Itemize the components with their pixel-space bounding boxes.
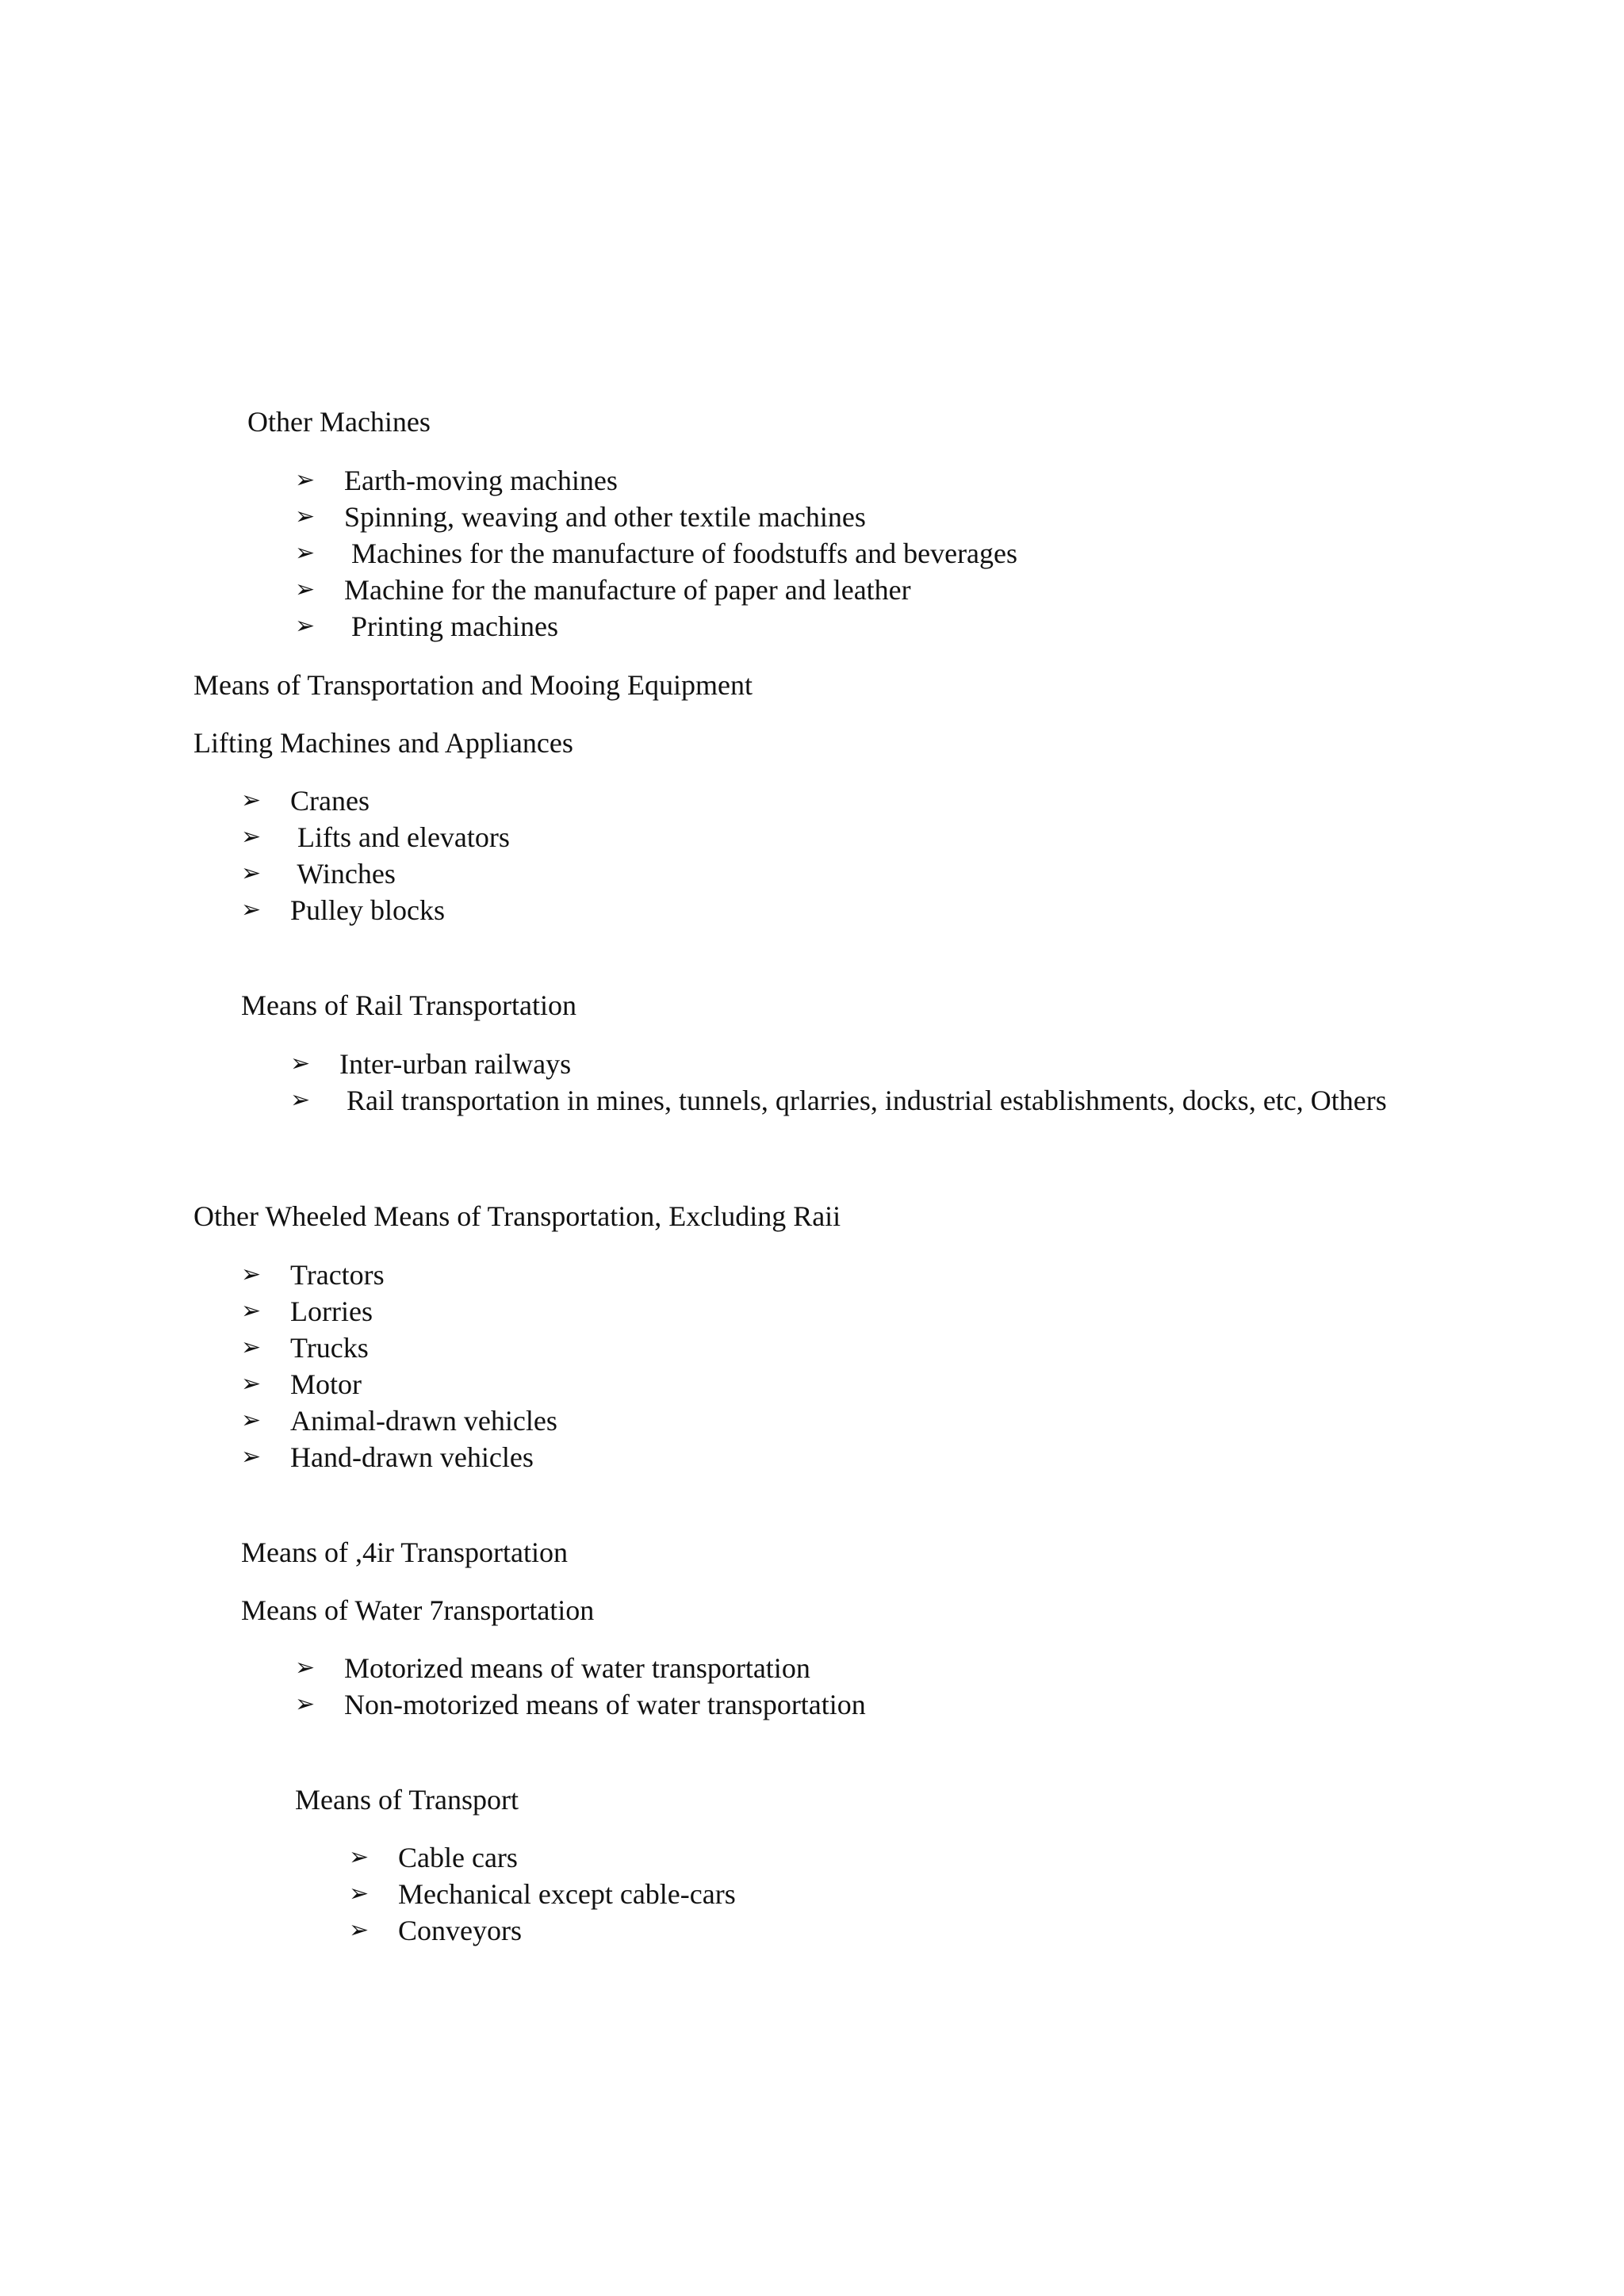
arrow-bullet-icon: ➢ <box>295 612 316 640</box>
arrow-bullet-icon: ➢ <box>290 1086 311 1114</box>
list-item: Motorized means of water transportation <box>344 1652 810 1684</box>
arrow-bullet-icon: ➢ <box>295 576 316 603</box>
section-heading-lifting-machines: Lifting Machines and Appliances <box>193 727 573 759</box>
section-heading-water-transportation: Means of Water 7ransportation <box>241 1594 595 1626</box>
arrow-bullet-icon: ➢ <box>295 539 316 567</box>
list-item: Rail transportation in mines, tunnels, qrlarries, industrial establishments, docks, etc, Others <box>339 1085 1387 1116</box>
list-item: Motor <box>290 1368 362 1400</box>
section-heading-rail-transportation: Means of Rail Transportation <box>241 989 576 1021</box>
arrow-bullet-icon: ➢ <box>349 1916 370 1944</box>
arrow-bullet-icon: ➢ <box>241 896 262 924</box>
arrow-bullet-icon: ➢ <box>241 786 262 814</box>
arrow-bullet-icon: ➢ <box>295 503 316 530</box>
section-heading-air-transportation: Means of ,4ir Transportation <box>241 1536 568 1568</box>
arrow-bullet-icon: ➢ <box>241 1334 262 1361</box>
list-item: Tractors <box>290 1259 385 1291</box>
section-heading-means-of-transport: Means of Transport <box>295 1784 519 1816</box>
arrow-bullet-icon: ➢ <box>241 1406 262 1434</box>
arrow-bullet-icon: ➢ <box>290 1050 311 1077</box>
arrow-bullet-icon: ➢ <box>349 1843 370 1871</box>
list-item: Mechanical except cable-cars <box>398 1878 736 1910</box>
arrow-bullet-icon: ➢ <box>349 1880 370 1908</box>
arrow-bullet-icon: ➢ <box>241 823 262 851</box>
arrow-bullet-icon: ➢ <box>241 1261 262 1288</box>
list-item: Winches <box>290 858 396 890</box>
section-heading-means-of-transportation: Means of Transportation and Mooing Equipment <box>193 669 753 701</box>
list-item: Inter-urban railways <box>339 1048 572 1080</box>
arrow-bullet-icon: ➢ <box>241 859 262 887</box>
list-item: Trucks <box>290 1332 369 1364</box>
list-item: Earth-moving machines <box>344 465 618 496</box>
arrow-bullet-icon: ➢ <box>295 466 316 494</box>
arrow-bullet-icon: ➢ <box>295 1690 316 1718</box>
list-item: Machine for the manufacture of paper and leather <box>344 574 911 606</box>
list-item: Hand-drawn vehicles <box>290 1441 534 1473</box>
list-item: Pulley blocks <box>290 894 445 926</box>
list-item: Machines for the manufacture of foodstuffs and beverages <box>344 538 1018 569</box>
arrow-bullet-icon: ➢ <box>241 1370 262 1398</box>
list-item: Non-motorized means of water transportation <box>344 1689 866 1720</box>
list-item: Cable cars <box>398 1842 518 1873</box>
arrow-bullet-icon: ➢ <box>241 1443 262 1471</box>
list-item: Animal-drawn vehicles <box>290 1405 557 1437</box>
list-item: Spinning, weaving and other textile machines <box>344 501 866 533</box>
arrow-bullet-icon: ➢ <box>241 1297 262 1325</box>
arrow-bullet-icon: ➢ <box>295 1654 316 1682</box>
list-item: Cranes <box>290 785 370 817</box>
list-item: Printing machines <box>344 610 558 642</box>
list-item: Conveyors <box>398 1915 522 1946</box>
list-item: Lorries <box>290 1295 373 1327</box>
list-item: Lifts and elevators <box>290 821 510 853</box>
section-heading-other-machines: Other Machines <box>247 406 431 438</box>
section-heading-other-wheeled-transport: Other Wheeled Means of Transportation, Excluding Raii <box>193 1200 841 1232</box>
